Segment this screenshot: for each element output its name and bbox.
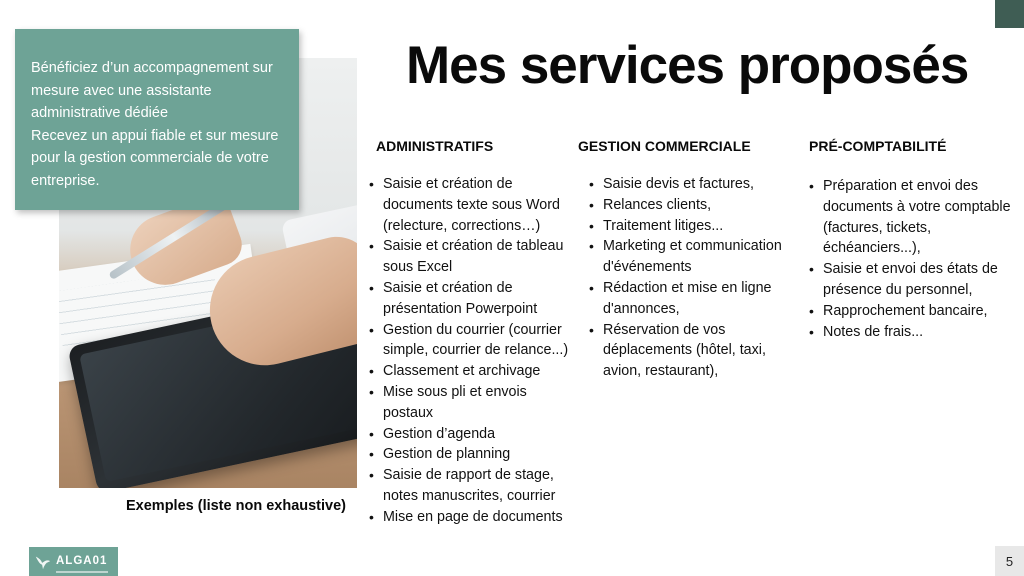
hummingbird-icon bbox=[34, 553, 52, 571]
list-item: • Saisie et envoi des états de présence du personnel, bbox=[809, 259, 1021, 301]
list-item: • Saisie devis et factures, bbox=[589, 174, 799, 195]
intro-line-2: Recevez un appui fiable et sur mesure pour la gestion commerciale de votre entreprise. bbox=[31, 127, 279, 189]
list-item: • Traitement litiges... bbox=[589, 216, 799, 237]
administratifs-list bbox=[369, 174, 579, 528]
list-item: • Gestion d’agenda bbox=[369, 424, 579, 445]
list-item: • Relances clients, bbox=[589, 195, 799, 216]
pre-comptabilite-list bbox=[809, 176, 1021, 342]
list-item: • Gestion de planning bbox=[369, 444, 579, 465]
column-heading-gestion-commerciale: GESTION COMMERCIALE bbox=[578, 138, 751, 154]
list-item: • Saisie de rapport de stage, notes manuscrites, courrier bbox=[369, 465, 579, 507]
list-item: • Saisie et création de documents texte sous Word (relecture, corrections…) bbox=[369, 174, 579, 236]
list-item: • Saisie et création de tableau sous Excel bbox=[369, 236, 579, 278]
examples-caption: Exemples (liste non exhaustive) bbox=[126, 498, 346, 514]
company-logo bbox=[29, 547, 118, 576]
list-item: • Rédaction et mise en ligne d'annonces, bbox=[589, 278, 799, 320]
column-heading-pre-comptabilite: PRÉ-COMPTABILITÉ bbox=[809, 138, 947, 154]
list-item: • Rapprochement bancaire, bbox=[809, 301, 1021, 322]
list-item: • Préparation et envoi des documents à votre comptable (factures, tickets, échéanciers...), bbox=[809, 176, 1021, 259]
list-item: • Marketing et communication d'événements bbox=[589, 236, 799, 278]
column-heading-administratifs: ADMINISTRATIFS bbox=[376, 138, 494, 154]
list-item: • Saisie et création de présentation Powerpoint bbox=[369, 278, 579, 320]
list-item: • Notes de frais... bbox=[809, 322, 1021, 343]
list-item: • Gestion du courrier (courrier simple, courrier de relance...) bbox=[369, 320, 579, 362]
list-item: • Mise en page de documents bbox=[369, 507, 579, 528]
logo-tagline-rule bbox=[56, 571, 108, 573]
intro-card bbox=[15, 29, 299, 210]
intro-line-1: Bénéficiez d’un accompagnement sur mesure avec une assistante administrative dédiée bbox=[31, 60, 273, 121]
page-title: Mes services proposés bbox=[406, 36, 969, 95]
list-item: • Classement et archivage bbox=[369, 361, 579, 382]
logo-text: ALGA01 bbox=[56, 554, 108, 567]
list-item: • Réservation de vos déplacements (hôtel, taxi, avion, restaurant), bbox=[589, 320, 799, 382]
page-number: 5 bbox=[995, 546, 1024, 576]
list-item: • Mise sous pli et envois postaux bbox=[369, 382, 579, 424]
gestion-commerciale-list bbox=[589, 174, 799, 382]
corner-decoration bbox=[995, 0, 1024, 28]
